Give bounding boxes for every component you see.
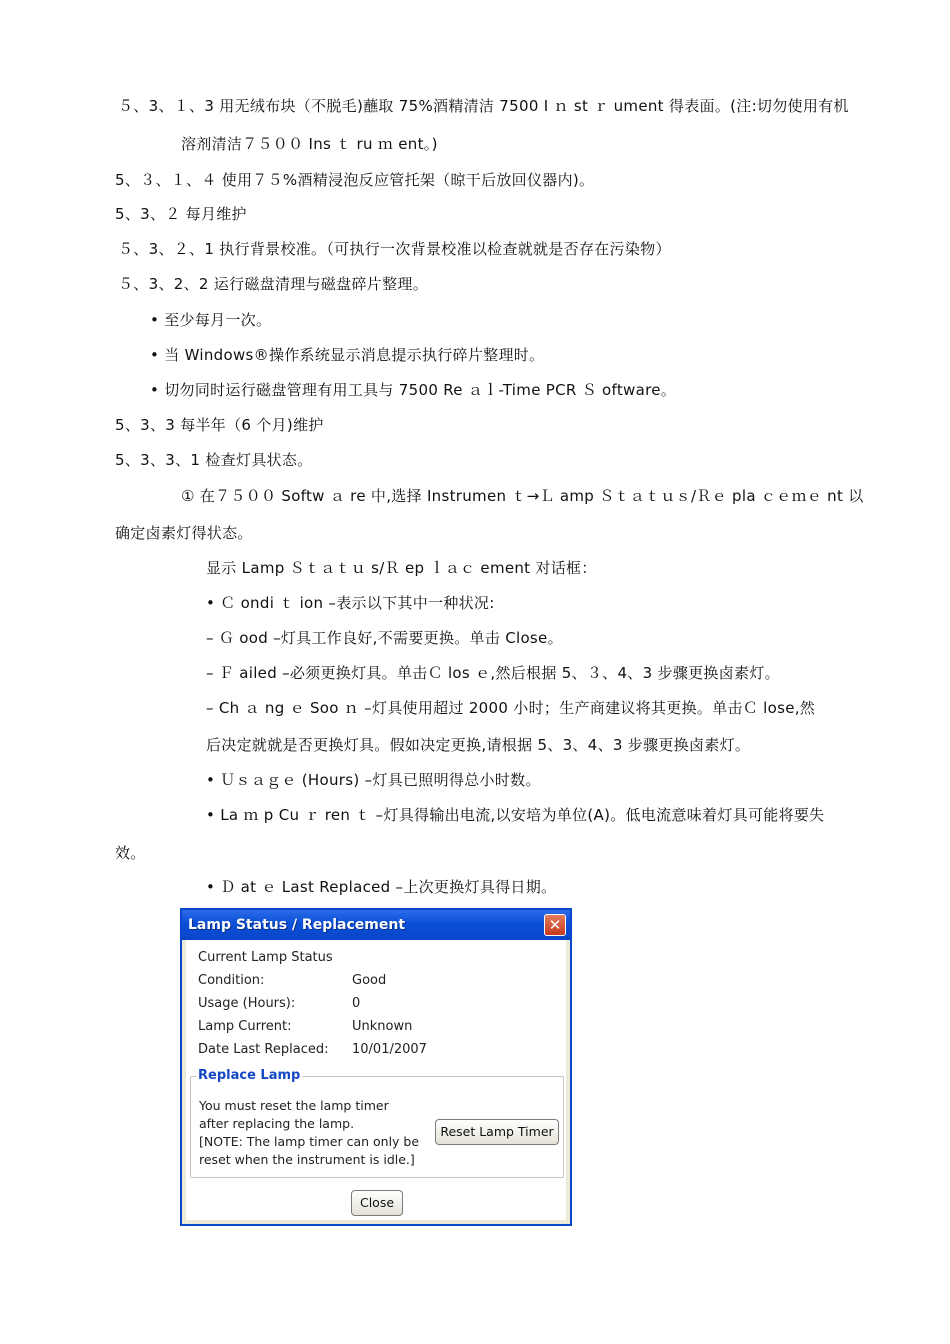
text-line-13: 确定卤素灯得状态。 — [115, 524, 253, 542]
bullet-condition: • Ｃ ondi ｔ ion –表示以下其中一种状况: — [206, 594, 495, 612]
close-button[interactable]: Close — [351, 1190, 403, 1216]
dash-good: – Ｇ ood –灯具工作良好,不需要更换。单击 Close。 — [206, 629, 563, 647]
bullet-line-3: • 切勿同时运行磁盘管理有用工具与 7500 Re ａｌ-Time PCR Ｓ oftware。 — [150, 381, 677, 399]
date-last-replaced-value: 10/01/2007 — [352, 1042, 427, 1057]
lamp-status-dialog — [180, 908, 572, 1226]
text-line-2: 溶剂清洁７５００ Ins ｔ ru ｍ ent。) — [181, 135, 438, 153]
close-icon[interactable]: ✕ — [544, 914, 566, 936]
text-line-12: ① 在７５００ Softw ａ re 中,选择 Instrumen ｔ→Ｌ amp Ｓｔａｔｕｓ/Ｒｅ pla ｃｅｍｅ nt 以 — [181, 487, 864, 505]
replace-lamp-group-title: Replace Lamp — [198, 1068, 301, 1083]
section-heading-monthly: 5、3、２ 每月维护 — [115, 205, 247, 223]
reset-lamp-timer-button[interactable]: Reset Lamp Timer — [435, 1119, 559, 1145]
text-line-6: ５、3、2、2 运行磁盘清理与磁盘碎片整理。 — [118, 275, 429, 293]
text-line-3: 5、３、１、４ 使用７５%酒精浸泡反应管托架（晾干后放回仪器内)。 — [115, 171, 595, 189]
text-line-14: 显示 Lamp Ｓｔａｔｕ s/Ｒ ep ｌａｃ ement 对话框： — [206, 559, 597, 577]
lamp-current-label: Lamp Current: — [198, 1019, 292, 1034]
usage-label: Usage (Hours): — [198, 996, 296, 1011]
bullet-usage: • Ｕｓａｇｅ (Hours) –灯具已照明得总小时数。 — [206, 771, 541, 789]
text-line-19: 后决定就就是否更换灯具。假如决定更换,请根据 5、3、4、3 步骤更换卤素灯。 — [206, 736, 751, 754]
condition-label: Condition: — [198, 973, 265, 988]
replace-instructions-4: reset when the instrument is idle.] — [199, 1152, 415, 1167]
text-line-5: ５、3、２、1 执行背景校准。（可执行一次背景校准以检查就就是否存在污染物） — [118, 240, 671, 258]
text-line-1: ５、3、１、3 用无绒布块（不脱毛)蘸取 75%酒精清洁 7500 I ｎ st ｒ ument 得表面。(注:切勿使用有机 — [118, 97, 849, 115]
dialog-titlebar[interactable] — [182, 910, 570, 940]
text-line-22: 效。 — [115, 844, 146, 862]
dash-failed: – Ｆ ailed –必须更换灯具。单击Ｃ los ｅ,然后根据 5、３、4、3 步骤更换卤素灯。 — [206, 664, 780, 682]
usage-value: 0 — [352, 996, 361, 1011]
date-last-replaced-label: Date Last Replaced: — [198, 1042, 329, 1057]
bullet-line-2: • 当 Windows®操作系统显示消息提示执行碎片整理时。 — [150, 346, 545, 364]
dash-change-soon: – Ch ａ ng ｅ Soo ｎ –灯具使用超过 2000 小时；生产商建议将其更换。单击Ｃ lose,然 — [206, 699, 816, 717]
current-lamp-status-label: Current Lamp Status — [198, 950, 333, 965]
section-heading-semiannual: 5、3、3 每半年（6 个月)维护 — [115, 416, 324, 434]
replace-instructions-3: [NOTE: The lamp timer can only be — [199, 1134, 420, 1149]
bullet-lamp-current: • La ｍ p Cu ｒ ren ｔ –灯具得输出电流,以安培为单位(A)。低电流意味着灯具可能将要失 — [206, 806, 825, 824]
replace-lamp-group — [190, 1068, 564, 1178]
lamp-current-value: Unknown — [352, 1019, 413, 1034]
bullet-line-1: • 至少每月一次。 — [150, 311, 272, 329]
bullet-date-last-replaced: • Ｄ at ｅ Last Replaced –上次更换灯具得日期。 — [206, 878, 557, 896]
condition-value: Good — [352, 973, 387, 988]
dialog-client — [186, 940, 566, 1220]
dialog-title: Lamp Status / Replacement — [188, 917, 406, 933]
text-line-11: 5、3、3、1 检查灯具状态。 — [115, 451, 313, 469]
replace-instructions-2: after replacing the lamp. — [199, 1116, 355, 1131]
replace-instructions-1: You must reset the lamp timer — [199, 1098, 389, 1113]
